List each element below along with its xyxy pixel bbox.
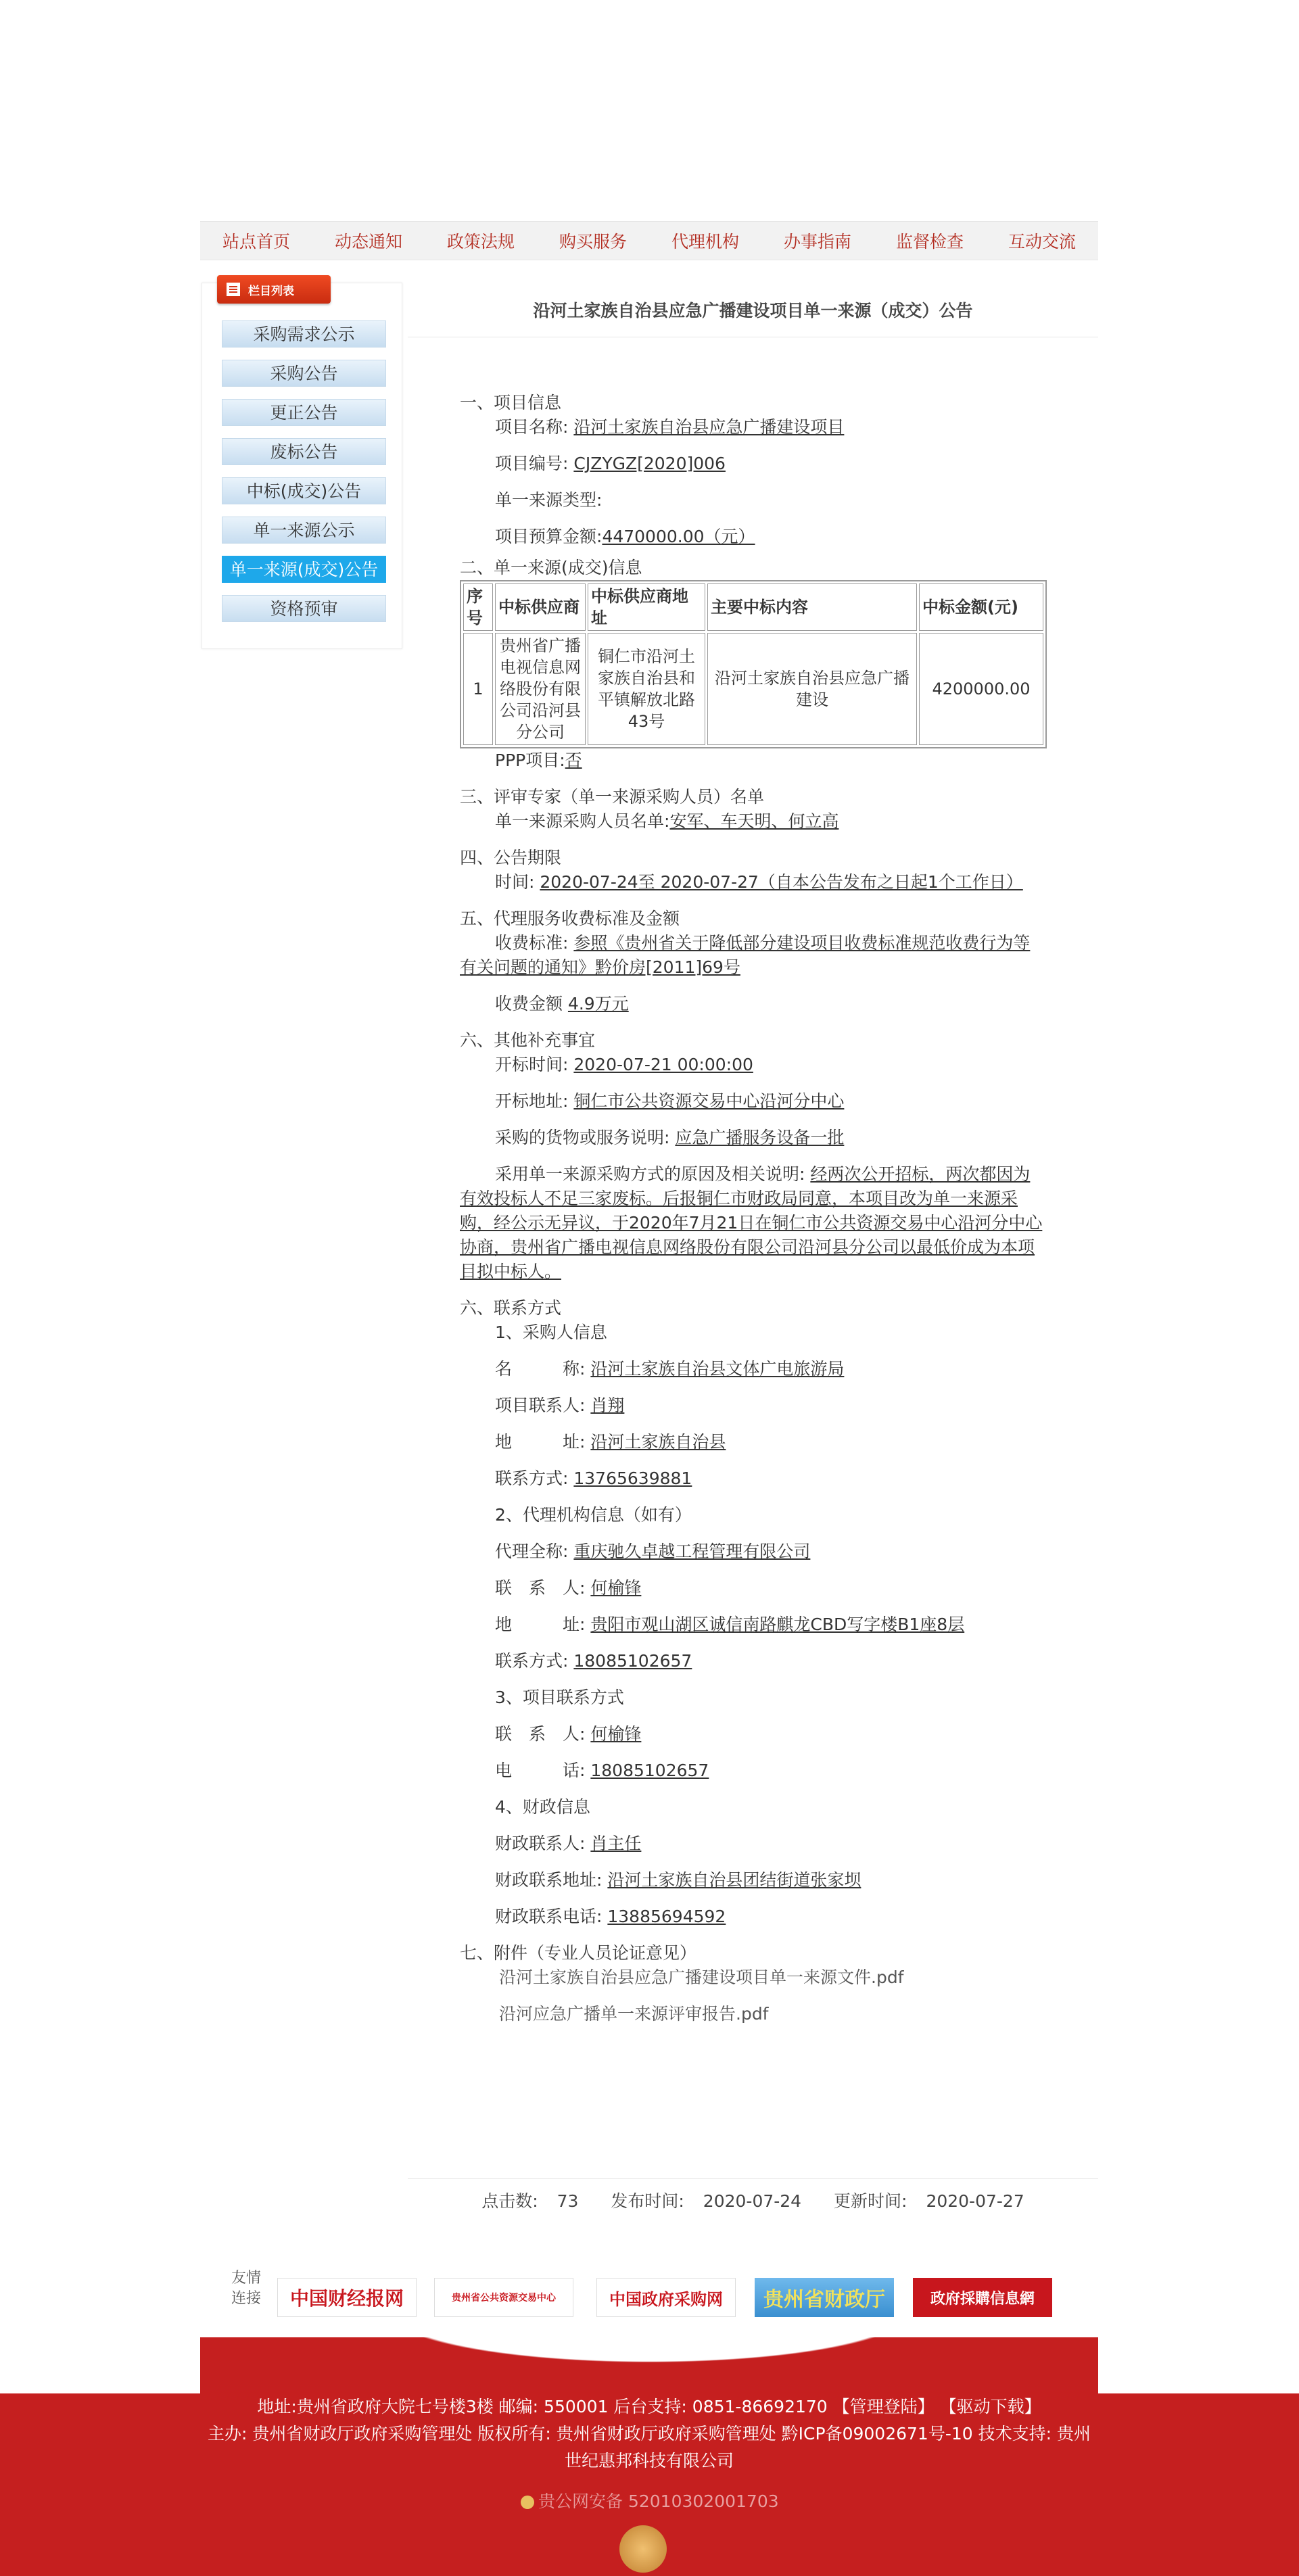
finance-heading: 4、财政信息 [495, 1797, 590, 1817]
gov-emblem-icon[interactable] [619, 2525, 667, 2573]
sidebar-header [217, 275, 331, 304]
nav-home[interactable]: 站点首页 [222, 232, 290, 252]
table-cell: 贵州省广播电视信息网络股份有限公司沿河县分公司 [495, 633, 586, 745]
open-place-value: 铜仁市公共资源交易中心沿河分中心 [573, 1091, 845, 1111]
reason-row [460, 1162, 1045, 1284]
nav-supervision[interactable]: 监督检查 [895, 232, 964, 252]
fee-standard-label: 收费标准: [495, 933, 574, 953]
sidebar-item-announcement[interactable]: 采购公告 [222, 360, 386, 387]
table-cell: 沿河土家族自治县应急广播建设 [707, 633, 917, 745]
agent-addr-value: 贵阳市观山湖区诚信南路麒龙CBD写字楼B1座8层 [590, 1615, 965, 1634]
project-phone-value: 18085102657 [590, 1761, 709, 1780]
beian-text: 贵公网安备 52010302001703 [538, 2491, 779, 2511]
table-cell: 1 [463, 633, 493, 745]
finance-phone-value: 13885694592 [607, 1907, 726, 1926]
clicks-label: 点击数: [481, 2191, 538, 2211]
project-code-label: 项目编号: [495, 454, 574, 473]
nav-news[interactable]: 动态通知 [334, 232, 402, 252]
footer-text [200, 2393, 1098, 2475]
experts-label: 单一来源采购人员名单: [495, 811, 670, 831]
meta-divider [408, 2178, 1098, 2179]
project-phone-row [495, 1759, 1045, 1783]
sidebar-item-correction[interactable]: 更正公告 [222, 399, 386, 426]
footer [0, 2393, 1299, 2576]
sidebar-item-single-source-result[interactable]: 单一来源(成交)公告 [222, 556, 386, 583]
project-person-value: 何榆锋 [590, 1724, 642, 1744]
link-cfen[interactable]: 中国财经报网 [277, 2278, 417, 2317]
footer-address: 地址:贵州省政府大院七号楼3楼 邮编: 550001 后台支持: 0851-86692170 【管理登陆】 【驱动下载】 [257, 2397, 1041, 2416]
section-result-heading: 二、单一来源(成交)信息 [460, 558, 642, 577]
agent-person-label: 联 系 人: [495, 1578, 591, 1598]
sidebar-header-label: 栏目列表 [248, 284, 294, 298]
section-project-info-heading: 一、项目信息 [460, 393, 562, 412]
period-label: 时间: [495, 872, 540, 892]
agent-phone-row [495, 1649, 1045, 1673]
ppp-value: 否 [565, 750, 582, 770]
finance-phone-row [495, 1905, 1045, 1929]
period-value: 2020-07-24至 2020-07-27（自本公告发布之日起1个工作日） [540, 872, 1023, 892]
table-row [463, 633, 1043, 745]
updated-value: 2020-07-27 [926, 2191, 1024, 2211]
project-phone-label: 电 话: [495, 1761, 591, 1780]
finance-addr-value: 沿河土家族自治县团结街道张家坝 [607, 1870, 861, 1890]
finance-addr-row [495, 1868, 1045, 1892]
link-ccgp[interactable]: 中国政府采购网 [596, 2278, 736, 2317]
section-period-heading: 四、公告期限 [460, 848, 562, 867]
footer-curve [200, 2337, 1098, 2398]
updated-label: 更新时间: [834, 2191, 907, 2211]
experts-value: 安军、车天明、何立高 [669, 811, 839, 831]
project-name-value: 沿河土家族自治县应急广播建设项目 [573, 417, 845, 437]
project-contact-heading: 3、项目联系方式 [495, 1688, 624, 1707]
section-contact-heading: 六、联系方式 [460, 1298, 562, 1318]
published-label: 发布时间: [611, 2191, 684, 2211]
sidebar-item-demand[interactable]: 采购需求公示 [222, 320, 386, 348]
table-header-cell: 序号 [463, 583, 493, 631]
clicks [475, 2191, 585, 2211]
agent-name-value: 重庆驰久卓越工程管理有限公司 [573, 1542, 811, 1561]
ppp-row [495, 748, 1045, 773]
table-header-cell: 中标供应商 [495, 583, 586, 631]
buyer-person-label: 项目联系人: [495, 1396, 591, 1415]
open-place-row [495, 1089, 1045, 1114]
fee-amount-label: 收费金额 [495, 994, 568, 1013]
finance-person-value: 肖主任 [590, 1834, 642, 1853]
buyer-addr-label: 地 址: [495, 1432, 591, 1452]
buyer-name-value: 沿河土家族自治县文体广电旅游局 [590, 1359, 845, 1379]
article-content [460, 391, 1045, 2026]
result-table [460, 580, 1047, 748]
buyer-name-label: 名 称: [495, 1359, 591, 1379]
attachment-link[interactable]: 沿河应急广播单一来源评审报告.pdf [499, 2004, 769, 2024]
budget-label: 项目预算金额: [495, 527, 603, 546]
agent-phone-value: 18085102657 [573, 1651, 692, 1671]
budget-row [495, 525, 1045, 549]
friend-links-label: 友情连接 [231, 2270, 261, 2307]
single-source-type-row: 单一来源类型: [495, 490, 603, 510]
project-code-row [495, 452, 1045, 476]
table-header-cell: 中标供应商地址 [588, 583, 705, 631]
open-place-label: 开标地址: [495, 1091, 574, 1111]
nav-guide[interactable]: 办事指南 [783, 232, 851, 252]
buyer-addr-value: 沿河土家族自治县 [590, 1432, 726, 1452]
clicks-value: 73 [557, 2191, 579, 2211]
agent-name-row [495, 1540, 1045, 1564]
reason-value: 经两次公开招标，两次都因为有效投标人不足三家废标。后报铜仁市财政局同意，本项目改为单一来源采购，经公示无异议，于2020年7月21日在铜仁市公共资源交易中心沿河分中心协商，贵州省广播电视信息网络股份有限公司沿河县分公司以最低价成为本项目拟中标人。 [460, 1164, 1043, 1281]
article-meta [408, 2188, 1098, 2212]
agent-addr-label: 地 址: [495, 1615, 591, 1634]
agent-addr-row [495, 1613, 1045, 1637]
page-title: 沿河土家族自治县应急广播建设项目单一来源（成交）公告 [533, 301, 973, 320]
footer-copyright: 主办: 贵州省财政厅政府采购管理处 版权所有: 贵州省财政厅政府采购管理处 黔ICP备09002671号-10 技术支持: 贵州世纪惠邦科技有限公司 [208, 2424, 1091, 2471]
sidebar-item-winning[interactable]: 中标(成交)公告 [222, 477, 386, 504]
agent-person-value: 何榆锋 [590, 1578, 642, 1598]
buyer-heading: 1、采购人信息 [495, 1322, 607, 1342]
sidebar-list [222, 320, 386, 634]
buyer-phone-value: 13765639881 [573, 1469, 692, 1488]
section-experts-heading: 三、评审专家（单一来源采购人员）名单 [460, 787, 765, 807]
table-header-cell: 主要中标内容 [707, 583, 917, 631]
project-name-label: 项目名称: [495, 417, 574, 437]
police-badge-icon [521, 2496, 534, 2509]
sidebar [202, 283, 402, 649]
buyer-person-row [495, 1393, 1045, 1418]
buyer-addr-row [495, 1430, 1045, 1454]
project-name-row [495, 415, 1045, 439]
section-attachments-heading: 七、附件（专业人员论证意见） [460, 1943, 697, 1963]
goods-value: 应急广播服务设备一批 [675, 1128, 845, 1147]
link-gzggzy[interactable]: 贵州省公共资源交易中心 [434, 2278, 573, 2317]
buyer-name-row [495, 1357, 1045, 1381]
project-person-row [495, 1722, 1045, 1746]
open-time-value: 2020-07-21 00:00:00 [573, 1055, 753, 1074]
finance-phone-label: 财政联系电话: [495, 1907, 608, 1926]
section-fee-heading: 五、代理服务收费标准及金额 [460, 909, 680, 928]
top-nav [200, 221, 1098, 260]
fee-standard-row [460, 931, 1045, 980]
goods-label: 采购的货物或服务说明: [495, 1128, 676, 1147]
fee-standard-value: 参照《贵州省关于降低部分建设项目收费标准规范收费行为等有关问题的通知》黔价房[2011]69号 [460, 933, 1031, 977]
finance-person-label: 财政联系人: [495, 1834, 591, 1853]
table-cell: 铜仁市沿河土家族自治县和平镇解放北路43号 [588, 633, 705, 745]
table-cell: 4200000.00 [919, 633, 1043, 745]
nav-policy[interactable]: 政策法规 [446, 232, 515, 252]
buyer-person-value: 肖翔 [590, 1396, 625, 1415]
nav-agency[interactable]: 代理机构 [671, 232, 739, 252]
finance-addr-label: 财政联系地址: [495, 1870, 608, 1890]
agent-name-label: 代理全称: [495, 1542, 574, 1561]
goods-row [495, 1126, 1045, 1150]
sidebar-item-cancelled[interactable]: 废标公告 [222, 438, 386, 465]
table-header-cell: 中标金额(元) [919, 583, 1043, 631]
project-code-value: CJZYGZ[2020]006 [573, 454, 726, 473]
link-caigou2003[interactable]: 政府採購信息網 [913, 2278, 1052, 2317]
buyer-phone-label: 联系方式: [495, 1469, 574, 1488]
published-value: 2020-07-24 [703, 2191, 802, 2211]
open-time-label: 开标时间: [495, 1055, 574, 1074]
fee-amount-value: 4.9万元 [567, 994, 629, 1013]
sidebar-item-single-source[interactable]: 单一来源公示 [222, 517, 386, 544]
published [604, 2191, 808, 2211]
agent-person-row [495, 1576, 1045, 1600]
reason-label: 采用单一来源采购方式的原因及相关说明: [495, 1164, 811, 1184]
friend-links [210, 2262, 1089, 2326]
period-row [460, 870, 1045, 895]
agent-phone-label: 联系方式: [495, 1651, 574, 1671]
updated [827, 2191, 1031, 2211]
sidebar-item-prequalification[interactable]: 资格预审 [222, 595, 386, 622]
link-gzcz[interactable]: 贵州省财政厅 [755, 2278, 894, 2317]
attachment-link[interactable]: 沿河土家族自治县应急广播建设项目单一来源文件.pdf [499, 1967, 904, 1987]
buyer-phone-row [495, 1466, 1045, 1491]
ppp-label: PPP项目: [495, 750, 565, 770]
section-other-heading: 六、其他补充事宜 [460, 1030, 596, 1050]
budget-value: 4470000.00（元） [602, 527, 755, 546]
table-header-row [463, 583, 1043, 631]
list-icon [227, 283, 240, 296]
project-person-label: 联 系 人: [495, 1724, 591, 1744]
nav-purchase-service[interactable]: 购买服务 [559, 232, 627, 252]
beian[interactable] [521, 2488, 779, 2512]
experts-row [495, 809, 1045, 834]
fee-amount-row [495, 992, 1045, 1016]
finance-person-row [495, 1832, 1045, 1856]
agent-heading: 2、代理机构信息（如有） [495, 1505, 692, 1525]
nav-interaction[interactable]: 互动交流 [1008, 232, 1076, 252]
open-time-row [495, 1053, 1045, 1077]
